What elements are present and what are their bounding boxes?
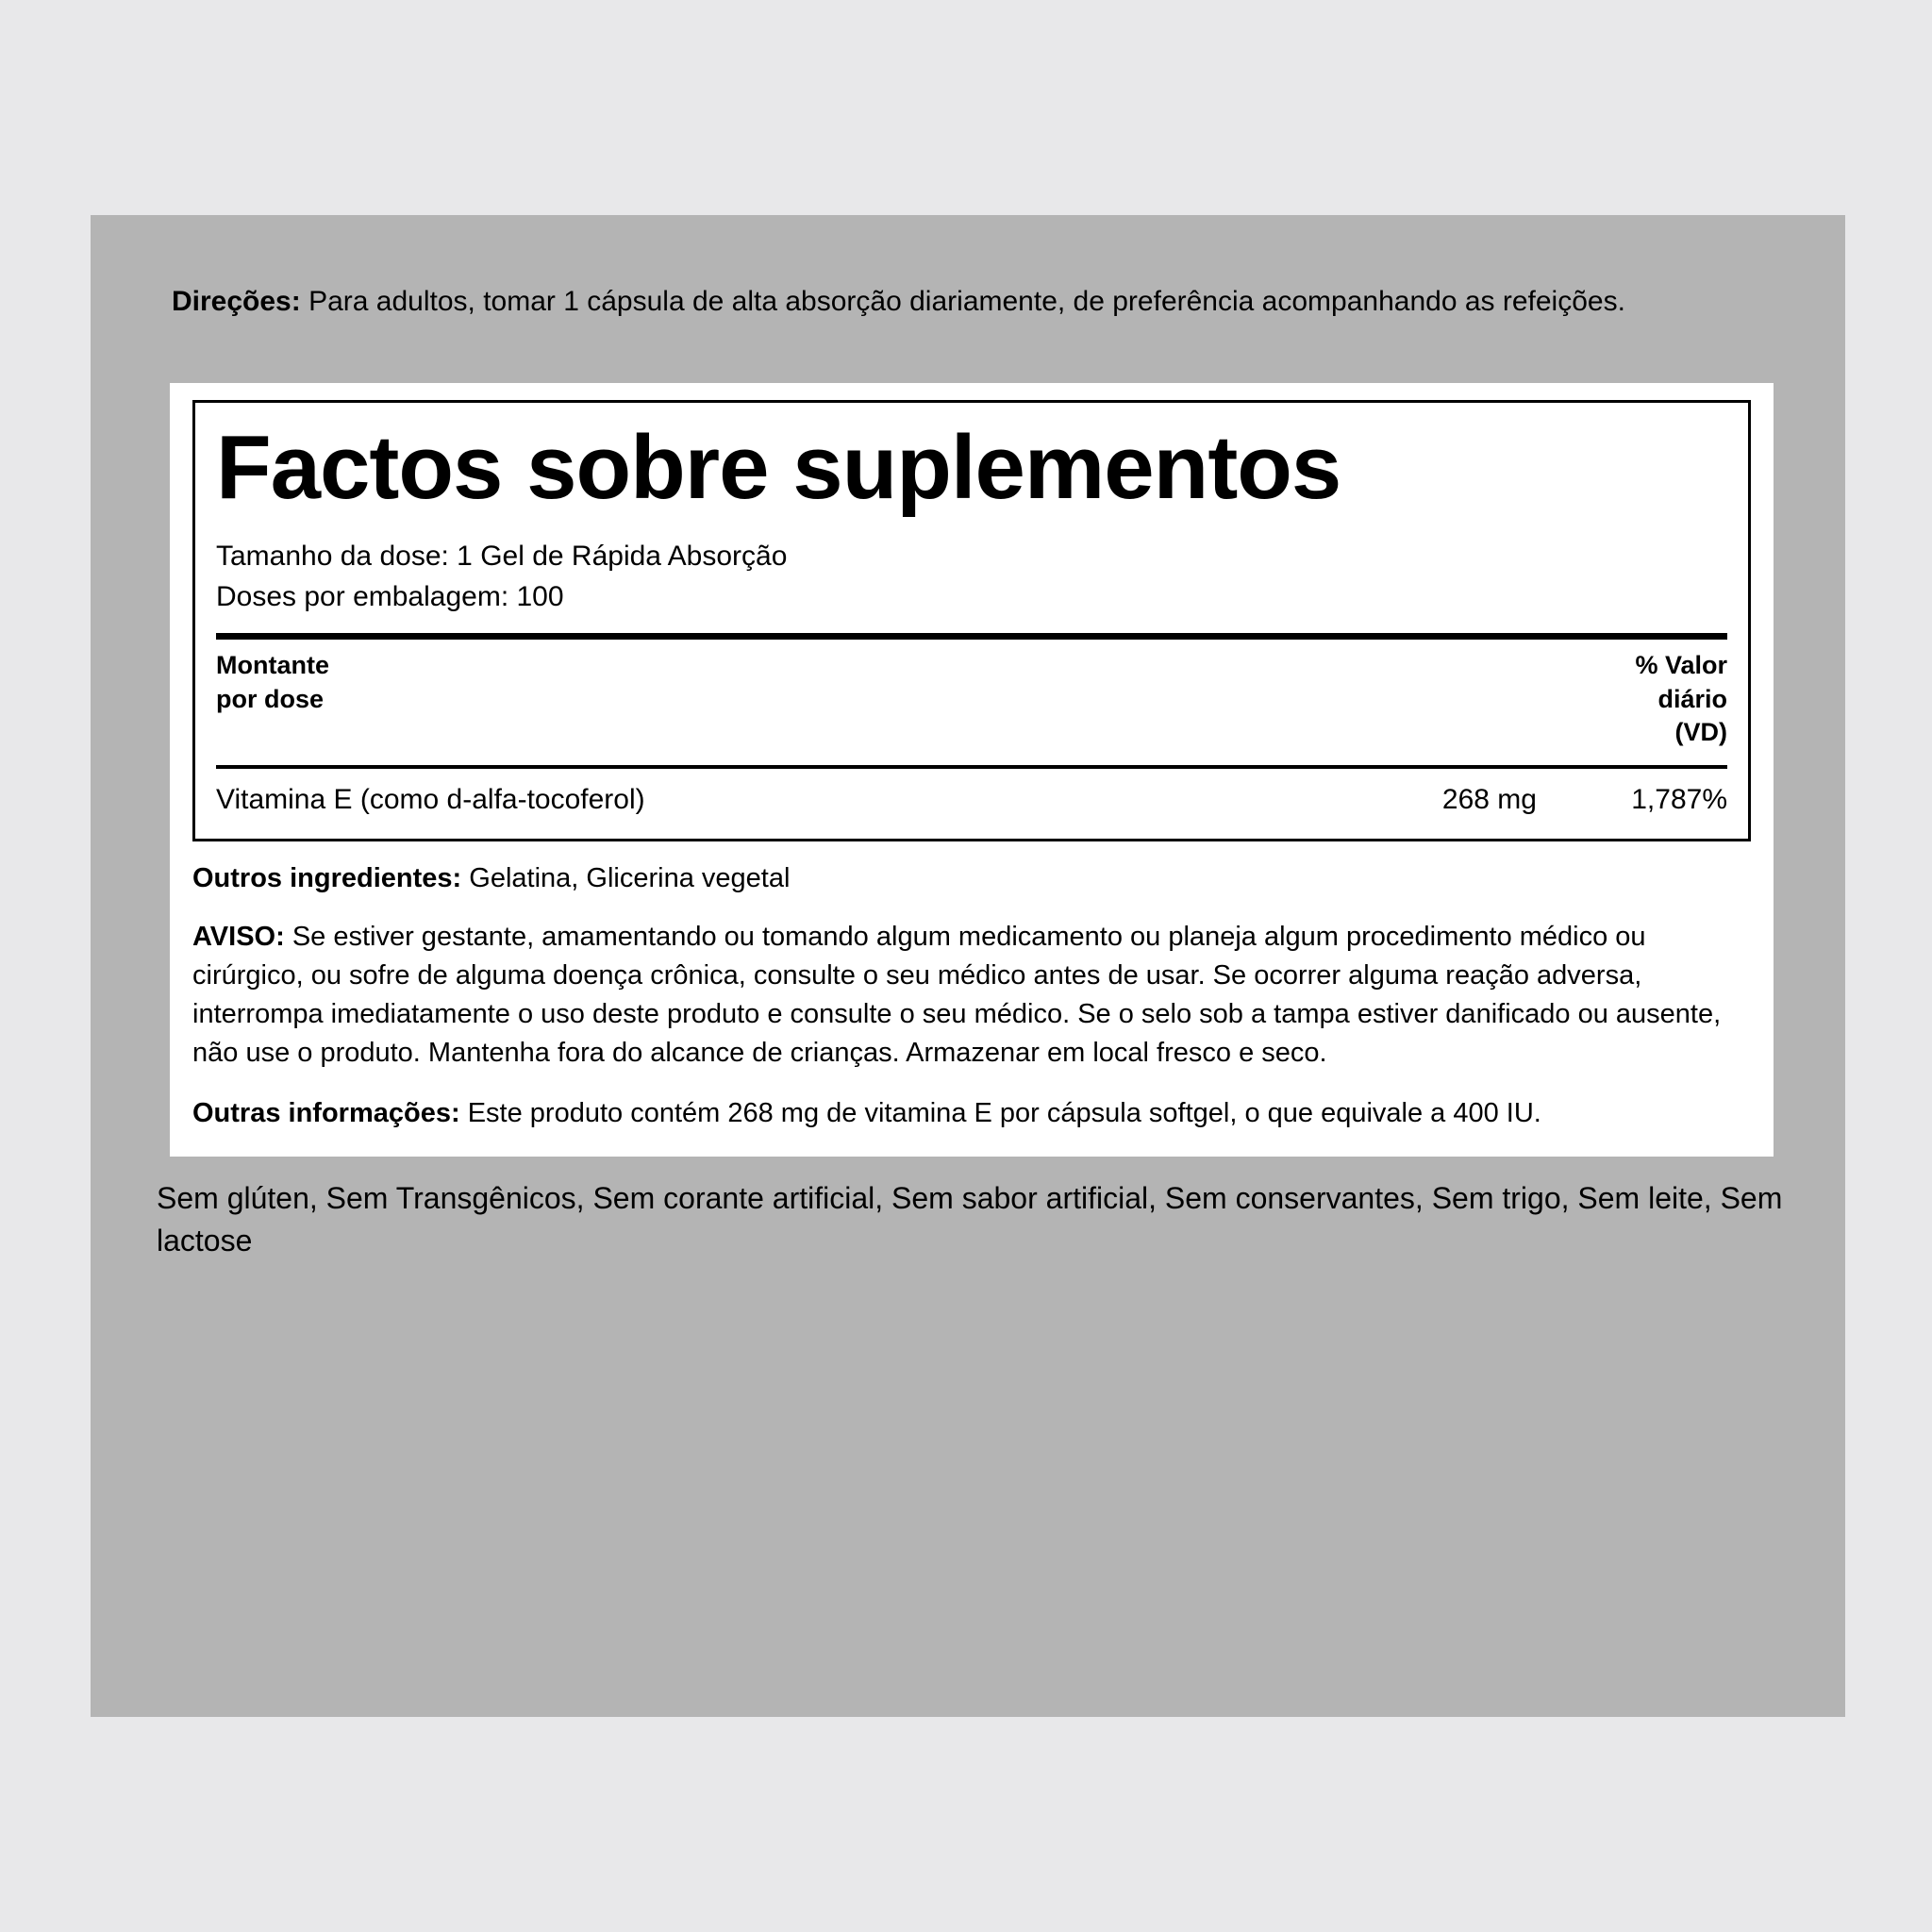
directions-heading: Direções: — [172, 286, 301, 317]
warning-heading: AVISO: — [192, 921, 285, 952]
supplement-facts-title: Factos sobre suplementos — [216, 417, 1341, 518]
other-text-block — [170, 841, 1774, 1157]
amount-per-serving-header — [216, 649, 329, 716]
directions-block — [172, 283, 1766, 321]
directions-text: Para adultos, tomar 1 cápsula de alta absorção diariamente, de preferência acompanhando as refeições. — [308, 286, 1625, 317]
supplement-facts-bordered-area — [192, 400, 1751, 841]
warning-text: Se estiver gestante, amamentando ou tomando algum medicamento ou planeja algum procedimento médico ou cirúrgico, ou sofre de alguma doença crônica, consulte o seu médico antes de usar. Se ocorrer alguma reação adversa, interrompa imediatamente o uso deste produto e consulte o seu médico. Se o selo sob a tampa estiver danificado ou ausente, não use o produto. Mantenha fora do alcance de crianças. Armazenar em local fresco e seco. — [192, 921, 1722, 1069]
other-information-heading: Outras informações: — [192, 1097, 460, 1128]
nutrient-name: Vitamina E (como d-alfa-tocoferol) — [216, 783, 645, 815]
other-ingredients-text: Gelatina, Glicerina vegetal — [469, 862, 791, 893]
dv-header-line-2: diário — [1657, 684, 1727, 713]
serving-size: Tamanho da dose: 1 Gel de Rápida Absorção — [216, 540, 788, 572]
amount-header-line-1: Montante — [216, 650, 329, 679]
table-row — [216, 769, 1727, 829]
amount-header-line-2: por dose — [216, 684, 325, 713]
nutrient-amount: 268 mg — [1441, 783, 1537, 815]
label-panel — [91, 215, 1845, 1717]
supplement-facts-box — [170, 383, 1774, 1157]
supplement-facts-inner — [192, 383, 1751, 841]
other-ingredients-heading: Outros ingredientes: — [192, 862, 462, 893]
dv-header-line-1: % Valor — [1635, 650, 1727, 679]
warning-block — [192, 901, 1751, 1074]
other-information-block — [192, 1074, 1751, 1158]
other-ingredients-line — [192, 841, 1751, 901]
free-from-claims: Sem glúten, Sem Transgênicos, Sem corante artificial, Sem sabor artificial, Sem conservantes, Sem trigo, Sem leite, Sem lactose — [157, 1181, 1783, 1258]
amount-header-row — [216, 640, 1727, 756]
dv-header-line-3: (VD) — [1674, 718, 1727, 747]
daily-value-header — [1635, 649, 1727, 750]
servings-per-container: Doses por embalagem: 100 — [216, 581, 564, 613]
nutrient-daily-value: 1,787% — [1631, 783, 1727, 815]
other-information-text: Este produto contém 268 mg de vitamina E por cápsula softgel, o que equivale a 400 IU. — [467, 1097, 1541, 1128]
divider-heavy — [216, 633, 1727, 640]
